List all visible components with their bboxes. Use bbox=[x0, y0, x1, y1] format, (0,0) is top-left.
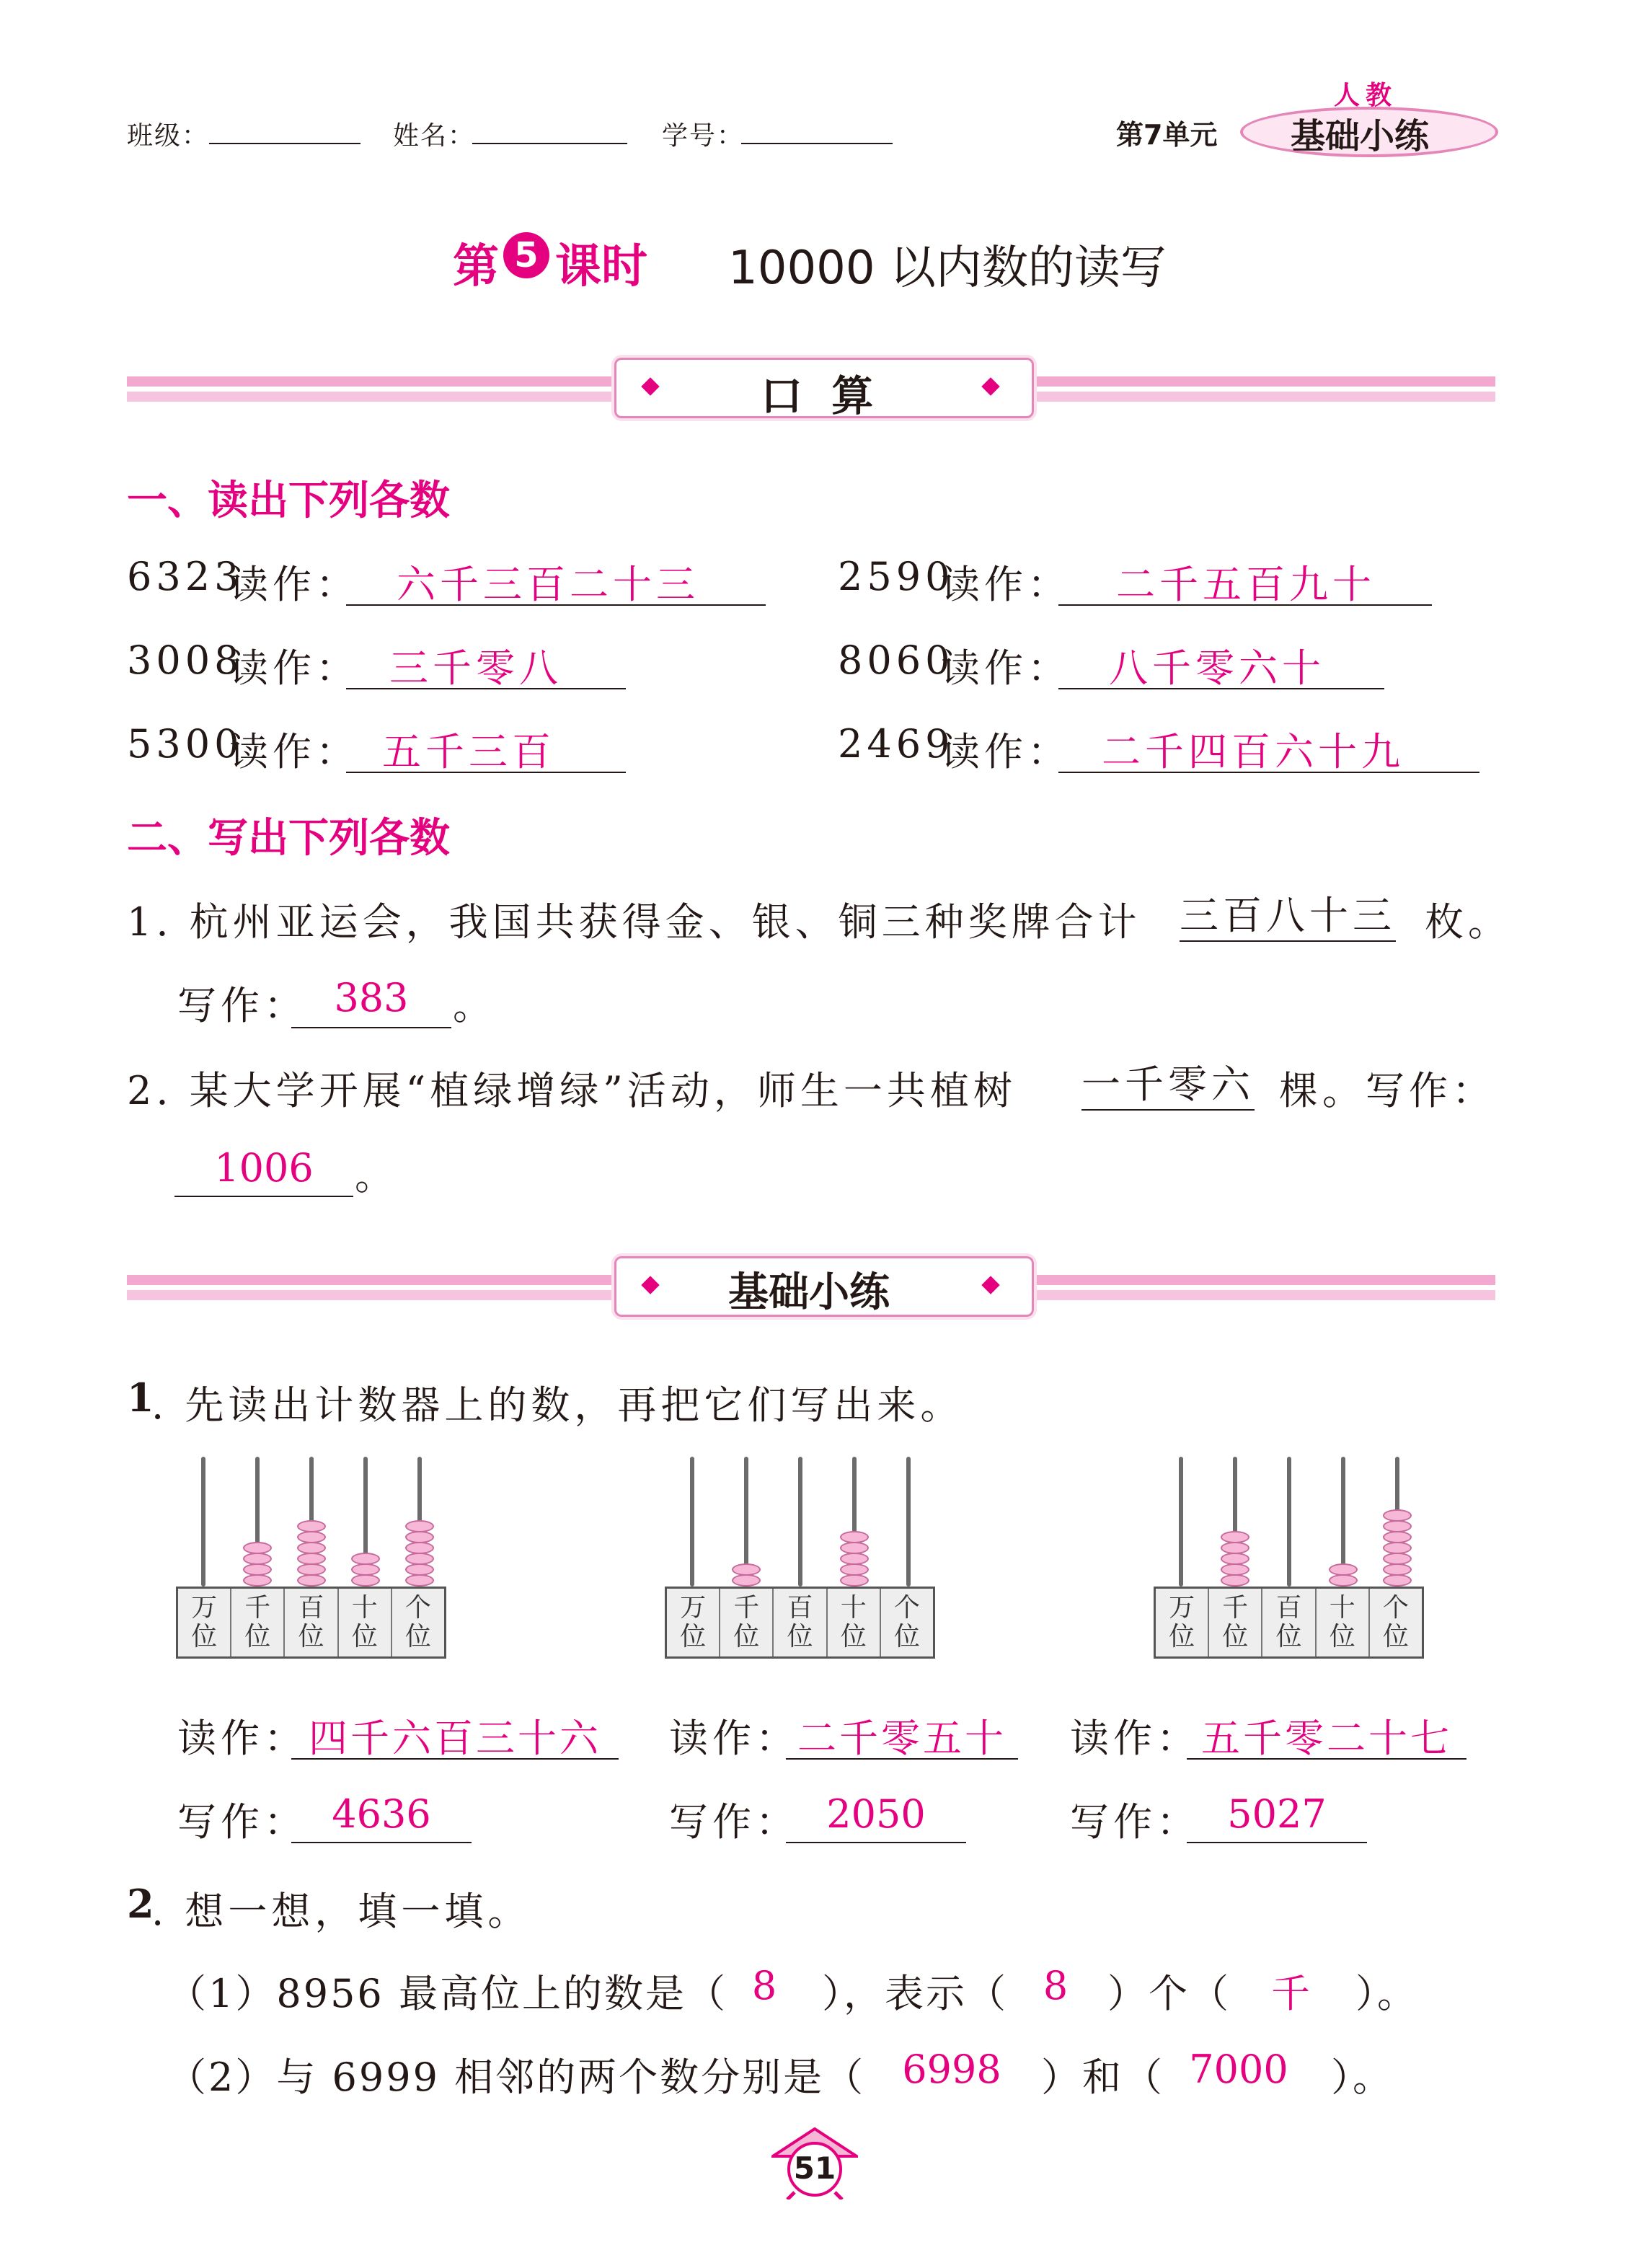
read-number: 2590 bbox=[838, 554, 955, 599]
period: 。 bbox=[453, 983, 496, 1028]
write-label: 写作： bbox=[669, 1799, 799, 1845]
place-label-char: 位 bbox=[404, 1622, 431, 1651]
read-label: 读作： bbox=[941, 645, 1071, 691]
abacus-bead bbox=[1383, 1574, 1412, 1587]
read-label: 读作： bbox=[941, 729, 1071, 775]
write-label: 写作： bbox=[177, 1799, 307, 1845]
read-label: 读作： bbox=[669, 1716, 799, 1761]
read-label: 读作： bbox=[229, 729, 359, 775]
question-1-text: 1. 杭州亚运会，我国共获得金、银、铜三种奖牌合计 bbox=[127, 899, 1141, 945]
abacus-bead bbox=[732, 1574, 761, 1587]
read-answer: 八千零六十 bbox=[1109, 645, 1325, 691]
place-label bbox=[178, 1589, 231, 1656]
abacus-bead bbox=[1383, 1531, 1412, 1543]
lesson-number-badge: 5 bbox=[503, 232, 549, 278]
read-answer: 三千零八 bbox=[389, 645, 562, 691]
abacus-bead bbox=[1221, 1574, 1249, 1587]
abacus-bead bbox=[1221, 1553, 1249, 1565]
abacus-bead bbox=[1383, 1520, 1412, 1532]
abacus-base bbox=[1154, 1587, 1424, 1659]
place-label bbox=[339, 1589, 392, 1656]
abacus-bead bbox=[1383, 1542, 1412, 1554]
abacus-bead bbox=[405, 1553, 434, 1565]
abacus-bead bbox=[1329, 1574, 1358, 1587]
place-label-char: 位 bbox=[191, 1622, 218, 1651]
abacus-bead bbox=[297, 1574, 326, 1587]
answer-line bbox=[291, 1842, 472, 1843]
q2-1-answer-2: 8 bbox=[1043, 1963, 1069, 2008]
abacus-read-answer: 二千零五十 bbox=[797, 1716, 1007, 1761]
abacus-write-answer: 5027 bbox=[1227, 1791, 1327, 1837]
q2-2-answer-1: 6998 bbox=[902, 2047, 1001, 2092]
place-label-char: 位 bbox=[893, 1622, 920, 1651]
abacus bbox=[176, 1457, 447, 1673]
read-number: 5300 bbox=[127, 721, 244, 767]
place-label-char: 个 bbox=[404, 1593, 431, 1623]
abacus-bead bbox=[840, 1553, 869, 1565]
q2-2-part-c: ）。 bbox=[1331, 2055, 1394, 2100]
place-label-char: 十 bbox=[1329, 1593, 1355, 1623]
read-label: 读作： bbox=[941, 562, 1071, 607]
q2-2-answer-2: 7000 bbox=[1189, 2047, 1288, 2092]
abacus-bead bbox=[243, 1563, 272, 1576]
abacus-rod bbox=[1287, 1457, 1291, 1587]
abacus-bead bbox=[405, 1531, 434, 1543]
place-label-char: 十 bbox=[840, 1593, 867, 1623]
q2-2-part-b: ）和（ bbox=[1041, 2055, 1164, 2100]
read-number: 2469 bbox=[838, 721, 955, 767]
place-label-char: 千 bbox=[1222, 1593, 1249, 1623]
student-id-label: 学号： bbox=[662, 121, 745, 151]
place-label-char: 千 bbox=[244, 1593, 271, 1623]
class-field[interactable] bbox=[209, 143, 360, 144]
place-label bbox=[881, 1589, 933, 1656]
answer-line bbox=[1187, 1842, 1367, 1843]
practice-band-title: 基础小练 bbox=[728, 1269, 890, 1316]
question-2-answer: 1006 bbox=[214, 1145, 314, 1191]
write-label: 写作： bbox=[1070, 1799, 1200, 1845]
read-number: 8060 bbox=[838, 637, 955, 683]
class-label: 班级： bbox=[127, 121, 210, 151]
abacus-bead bbox=[1221, 1542, 1249, 1554]
abacus bbox=[1154, 1457, 1425, 1673]
q2-1-answer-1: 8 bbox=[751, 1963, 777, 2008]
abacus-bead bbox=[840, 1542, 869, 1554]
oral-band-title: 口 算 bbox=[761, 371, 881, 420]
abacus-bead bbox=[732, 1563, 761, 1576]
q2-1-part-d: ）。 bbox=[1355, 1971, 1418, 2016]
question-2-end: 棵。写作： bbox=[1279, 1068, 1495, 1113]
abacus-bead bbox=[297, 1531, 326, 1543]
abacus-bead bbox=[351, 1563, 380, 1576]
lesson-topic: 10000 以内数的读写 bbox=[728, 242, 1167, 295]
abacus-bead bbox=[405, 1520, 434, 1532]
q2-1-answer-3: 千 bbox=[1271, 1971, 1310, 2016]
place-label-char: 位 bbox=[840, 1622, 867, 1651]
place-label-char: 位 bbox=[1275, 1622, 1302, 1651]
place-label-char: 万 bbox=[191, 1593, 218, 1623]
q2-2-part-a: （2）与 6999 相邻的两个数分别是（ bbox=[167, 2055, 866, 2100]
abacus-read-answer: 五千零二十七 bbox=[1201, 1716, 1452, 1761]
q2-1-part-a: （1）8956 最高位上的数是（ bbox=[167, 1971, 727, 2016]
abacus-bead bbox=[243, 1542, 272, 1554]
abacus-bead bbox=[243, 1553, 272, 1565]
answer-line bbox=[291, 1027, 451, 1028]
student-id-field[interactable] bbox=[741, 143, 893, 144]
practice-q2-text: . 想一想，填一填。 bbox=[151, 1889, 531, 1934]
part-one-title: 一、读出下列各数 bbox=[127, 477, 450, 524]
question-2-underlined: 一千零六 bbox=[1081, 1060, 1255, 1111]
name-field[interactable] bbox=[472, 143, 627, 144]
read-label: 读作： bbox=[229, 645, 359, 691]
place-label bbox=[1317, 1589, 1370, 1656]
period: 。 bbox=[355, 1153, 398, 1199]
abacus-write-answer: 4636 bbox=[332, 1791, 431, 1837]
abacus-bead bbox=[243, 1574, 272, 1587]
place-label-char: 万 bbox=[680, 1593, 707, 1623]
place-label bbox=[1156, 1589, 1209, 1656]
abacus-bead bbox=[405, 1542, 434, 1554]
abacus-base bbox=[176, 1587, 446, 1659]
abacus-bead bbox=[1221, 1531, 1249, 1543]
place-label-char: 位 bbox=[680, 1622, 707, 1651]
practice-q2-number: 2 bbox=[127, 1881, 159, 1927]
lesson-suffix: 课时 bbox=[555, 240, 647, 294]
abacus bbox=[665, 1457, 936, 1673]
place-label-char: 位 bbox=[351, 1622, 378, 1651]
write-label: 写作： bbox=[177, 983, 307, 1028]
place-label-char: 千 bbox=[733, 1593, 760, 1623]
unit-label: 第7单元 bbox=[1116, 119, 1218, 151]
place-label bbox=[720, 1589, 774, 1656]
badge-main: 基础小练 bbox=[1291, 116, 1430, 156]
abacus-base bbox=[665, 1587, 935, 1659]
answer-line bbox=[786, 1842, 966, 1843]
place-label-char: 百 bbox=[298, 1593, 324, 1623]
question-2-text: 2. 某大学开展“植绿增绿”活动，师生一共植树 bbox=[127, 1068, 1017, 1113]
abacus-bead bbox=[405, 1563, 434, 1576]
lesson-prefix: 第 bbox=[453, 240, 499, 294]
place-label-char: 万 bbox=[1169, 1593, 1195, 1623]
place-label bbox=[774, 1589, 827, 1656]
place-label bbox=[392, 1589, 444, 1656]
place-label-char: 位 bbox=[1169, 1622, 1195, 1651]
name-label: 姓名： bbox=[393, 121, 476, 151]
place-label-char: 位 bbox=[1222, 1622, 1249, 1651]
place-label bbox=[828, 1589, 881, 1656]
abacus-rod bbox=[798, 1457, 802, 1587]
question-1-end: 枚。 bbox=[1425, 899, 1511, 945]
practice-q1-text: . 先读出计数器上的数，再把它们写出来。 bbox=[151, 1382, 964, 1428]
abacus-bead bbox=[1383, 1509, 1412, 1522]
abacus-bead bbox=[840, 1563, 869, 1576]
answer-line bbox=[174, 1196, 353, 1197]
read-label: 读作： bbox=[229, 562, 359, 607]
read-label: 读作： bbox=[177, 1716, 307, 1761]
abacus-bead bbox=[351, 1574, 380, 1587]
abacus-read-answer: 四千六百三十六 bbox=[309, 1716, 601, 1761]
read-answer: 六千三百二十三 bbox=[397, 562, 699, 607]
abacus-write-answer: 2050 bbox=[826, 1791, 926, 1837]
abacus-bead bbox=[1383, 1563, 1412, 1576]
place-label-char: 个 bbox=[893, 1593, 920, 1623]
abacus-rod bbox=[690, 1457, 694, 1587]
place-label bbox=[1262, 1589, 1316, 1656]
place-label-char: 位 bbox=[244, 1622, 271, 1651]
abacus-bead bbox=[840, 1531, 869, 1543]
practice-q1-number: 1 bbox=[127, 1375, 159, 1421]
page-number: 51 bbox=[793, 2150, 836, 2186]
abacus-rod bbox=[201, 1457, 205, 1587]
abacus-bead bbox=[1329, 1563, 1358, 1576]
read-answer: 五千三百 bbox=[382, 729, 555, 775]
place-label bbox=[231, 1589, 285, 1656]
abacus-bead bbox=[351, 1553, 380, 1565]
read-label: 读作： bbox=[1070, 1716, 1200, 1761]
abacus-bead bbox=[297, 1563, 326, 1576]
place-label-char: 位 bbox=[787, 1622, 813, 1651]
place-label-char: 个 bbox=[1382, 1593, 1409, 1623]
read-answer: 二千五百九十 bbox=[1116, 562, 1376, 607]
place-label-char: 百 bbox=[1275, 1593, 1302, 1623]
place-label-char: 位 bbox=[733, 1622, 760, 1651]
abacus-bead bbox=[1221, 1563, 1249, 1576]
read-number: 3008 bbox=[127, 637, 244, 683]
question-1-answer: 383 bbox=[334, 975, 409, 1020]
place-label-char: 位 bbox=[1382, 1622, 1409, 1651]
abacus-bead bbox=[405, 1574, 434, 1587]
question-1-underlined: 三百八十三 bbox=[1180, 891, 1396, 942]
abacus-bead bbox=[297, 1542, 326, 1554]
abacus-bead bbox=[297, 1520, 326, 1532]
abacus-bead bbox=[297, 1553, 326, 1565]
read-answer: 二千四百六十九 bbox=[1102, 729, 1404, 775]
place-label-char: 位 bbox=[298, 1622, 324, 1651]
abacus-rod bbox=[1179, 1457, 1183, 1587]
abacus-rod bbox=[906, 1457, 911, 1587]
badge-top: 人教 bbox=[1334, 81, 1398, 110]
part-two-title: 二、写出下列各数 bbox=[127, 815, 450, 862]
place-label-char: 十 bbox=[351, 1593, 378, 1623]
place-label bbox=[667, 1589, 720, 1656]
place-label bbox=[1209, 1589, 1262, 1656]
place-label-char: 位 bbox=[1329, 1622, 1355, 1651]
q2-1-part-b: ），表示（ bbox=[822, 1971, 1008, 2016]
abacus-bead bbox=[1383, 1553, 1412, 1565]
read-number: 6323 bbox=[127, 554, 244, 599]
place-label-char: 百 bbox=[787, 1593, 813, 1623]
place-label bbox=[285, 1589, 338, 1656]
q2-1-part-c: ）个（ bbox=[1107, 1971, 1231, 2016]
place-label bbox=[1370, 1589, 1422, 1656]
abacus-bead bbox=[840, 1574, 869, 1587]
